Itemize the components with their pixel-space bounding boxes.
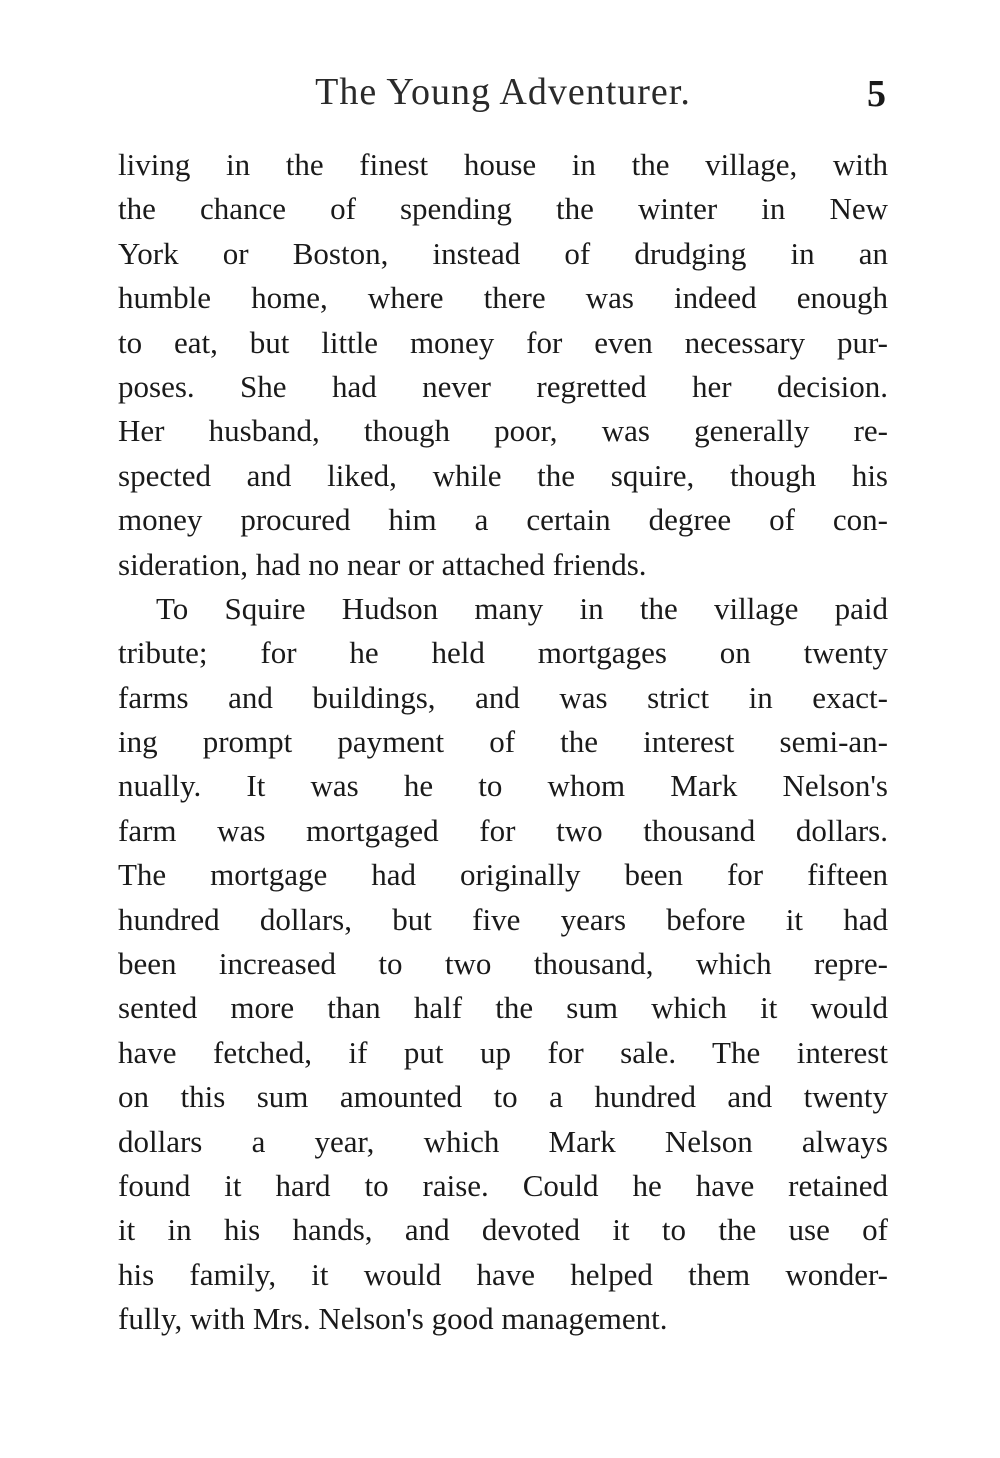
text-line: his family, it would have helped them wonder-	[118, 1256, 888, 1292]
paragraph-1	[118, 143, 888, 587]
text-line: ing prompt payment of the interest semi-an-	[118, 724, 888, 760]
text-line: farms and buildings, and was strict in exact-	[118, 679, 888, 715]
text-line: To Squire Hudson many in the village paid	[156, 590, 888, 626]
text-line: dollars a year, which Mark Nelson always	[118, 1123, 888, 1159]
text-line: on this sum amounted to a hundred and twenty	[118, 1079, 888, 1115]
text-line: York or Boston, instead of drudging in an	[118, 235, 888, 271]
text-line: The mortgage had originally been for fifteen	[118, 857, 888, 893]
text-line: humble home, where there was indeed enough	[118, 280, 888, 316]
text-line: Her husband, though poor, was generally re-	[118, 413, 888, 449]
text-line: found it hard to raise. Could he have retained	[118, 1167, 888, 1203]
text-line: poses. She had never regretted her decision.	[118, 368, 888, 404]
running-head	[118, 70, 888, 120]
text-line: sented more than half the sum which it would	[118, 990, 888, 1026]
paragraph-2	[118, 587, 888, 1342]
text-line: hundred dollars, but five years before it had	[118, 901, 888, 937]
text-line: farm was mortgaged for two thousand dollars.	[118, 812, 888, 848]
text-line: have fetched, if put up for sale. The interest	[118, 1034, 888, 1070]
body-text	[118, 143, 888, 1342]
text-line: to eat, but little money for even necessary pur-	[118, 324, 888, 360]
text-line: tribute; for he held mortgages on twenty	[118, 635, 888, 671]
text-line: the chance of spending the winter in New	[118, 191, 888, 227]
text-line: nually. It was he to whom Mark Nelson's	[118, 768, 888, 804]
text-line: fully, with Mrs. Nelson's good management.	[118, 1301, 668, 1337]
page-number: 5	[867, 73, 886, 115]
text-line: sideration, had no near or attached friends.	[118, 546, 647, 582]
text-line: living in the finest house in the village, with	[118, 147, 888, 182]
text-line: it in his hands, and devoted it to the use of	[118, 1212, 888, 1248]
text-line: spected and liked, while the squire, though his	[118, 457, 888, 493]
text-line: been increased to two thousand, which repre-	[118, 946, 888, 982]
text-line: money procured him a certain degree of con-	[118, 502, 888, 538]
running-title: The Young Adventurer.	[315, 71, 691, 113]
